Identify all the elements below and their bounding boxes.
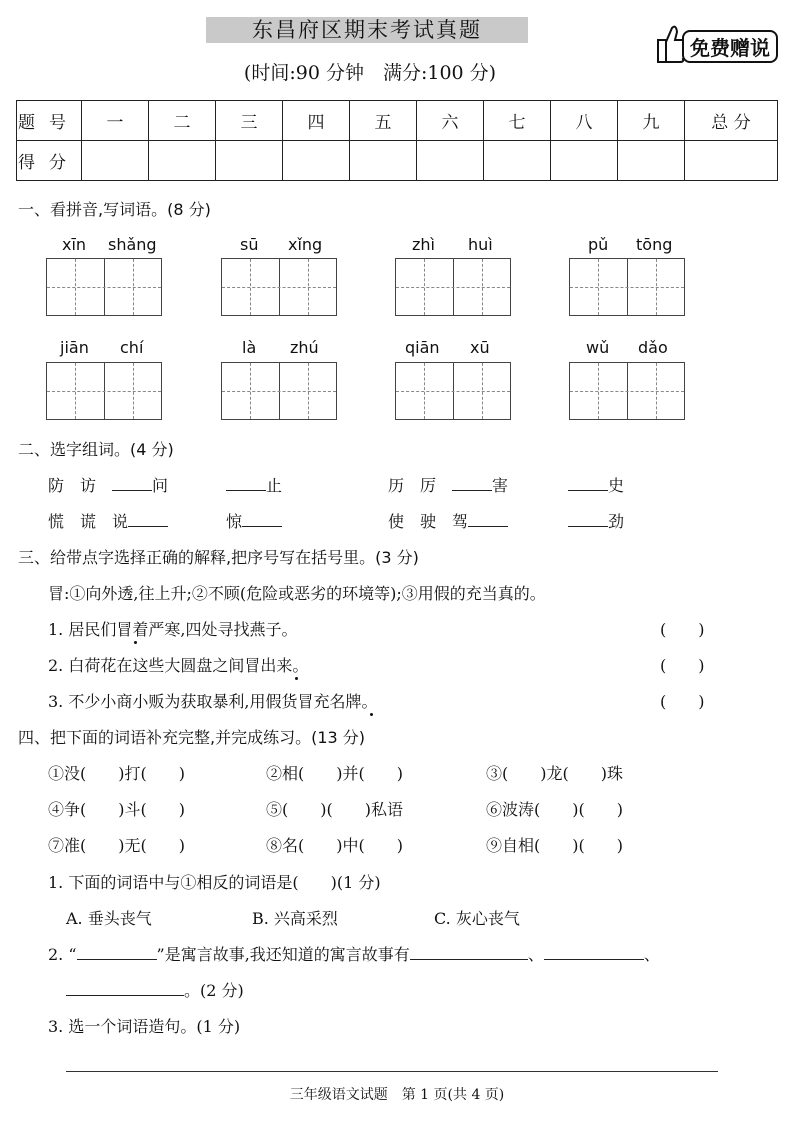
option-b[interactable]: B. 兴高采烈 — [252, 909, 338, 928]
writing-grid[interactable] — [221, 258, 337, 316]
word-suffix: 史 — [608, 476, 625, 495]
quote-open: 2. “ — [48, 945, 77, 964]
idiom-blank[interactable]: ②相( )并( ) — [266, 764, 403, 783]
col-1: 一 — [82, 101, 149, 141]
word-suffix: 劲 — [608, 512, 625, 531]
score-cell[interactable] — [350, 141, 417, 181]
badge-label: 免费赠说 — [682, 30, 778, 63]
answer-blank[interactable] — [410, 959, 528, 960]
idiom-blank[interactable]: ⑥波涛( )( ) — [486, 800, 623, 819]
answer-blank[interactable] — [112, 490, 152, 491]
col-7: 七 — [484, 101, 551, 141]
score-header-row — [17, 101, 778, 141]
answer-blank[interactable] — [77, 959, 157, 960]
pinyin: shǎng — [108, 235, 157, 254]
col-total: 总 分 — [685, 101, 778, 141]
writing-grid[interactable] — [46, 362, 162, 420]
row-label-score: 得分 — [17, 141, 82, 181]
answer-line[interactable] — [66, 1071, 718, 1072]
choice-chars: 使 驶 驾 — [388, 512, 469, 531]
pinyin: sū — [240, 235, 259, 254]
pinyin: huì — [468, 235, 493, 254]
pinyin: xǐng — [288, 235, 323, 254]
pinyin: là — [242, 338, 257, 357]
score-cell[interactable] — [82, 141, 149, 181]
col-2: 二 — [149, 101, 216, 141]
writing-grid[interactable] — [569, 258, 685, 316]
answer-blank[interactable] — [128, 526, 168, 527]
section-1-title: 一、看拼音,写词语。(8 分) — [18, 200, 211, 219]
section-3-title: 三、给带点字选择正确的解释,把序号写在括号里。(3 分) — [18, 548, 419, 567]
pinyin: xīn — [62, 235, 87, 254]
answer-blank[interactable] — [544, 959, 644, 960]
col-5: 五 — [350, 101, 417, 141]
pinyin: wǔ — [586, 338, 610, 357]
sub-question-2-end: 。(2 分) — [184, 981, 244, 1000]
col-4: 四 — [283, 101, 350, 141]
definition-text: 冒:①向外透,往上升;②不顾(危险或恶劣的环境等);③用假的充当真的。 — [48, 584, 546, 603]
choice-chars: 防 访 — [48, 476, 97, 495]
score-value-row — [17, 141, 778, 181]
idiom-blank[interactable]: ①没( )打( ) — [48, 764, 185, 783]
writing-grid[interactable] — [395, 258, 511, 316]
exam-subtitle: (时间:90 分钟 满分:100 分) — [243, 62, 497, 84]
score-cell[interactable] — [149, 141, 216, 181]
sub-question-2 — [48, 942, 660, 965]
idiom-blank[interactable]: ⑦准( )无( ) — [48, 836, 185, 855]
col-6: 六 — [417, 101, 484, 141]
row-label-number: 题号 — [17, 101, 82, 141]
page-footer: 三年级语文试题 第 1 页(共 4 页) — [289, 1087, 505, 1103]
idiom-blank[interactable]: ⑧名( )中( ) — [266, 836, 403, 855]
pinyin: xū — [470, 338, 490, 357]
answer-blank[interactable] — [568, 490, 608, 491]
idiom-blank[interactable]: ⑤( )( )私语 — [266, 800, 403, 819]
col-9: 九 — [618, 101, 685, 141]
word-suffix: 问 — [152, 476, 169, 495]
section-2-title: 二、选字组词。(4 分) — [18, 440, 174, 459]
idiom-blank[interactable]: ③( )龙( )珠 — [486, 764, 623, 783]
choice-group — [226, 509, 282, 532]
idiom-blank[interactable]: ⑨自相( )( ) — [486, 836, 623, 855]
choice-group — [388, 473, 508, 496]
question-item: 1. 居民们冒着严寒,四处寻找燕子。 — [48, 620, 298, 639]
emphasis-dot — [295, 677, 298, 680]
idiom-blank[interactable]: ④争( )斗( ) — [48, 800, 185, 819]
pinyin: tōng — [636, 235, 673, 254]
answer-blank[interactable] — [452, 490, 492, 491]
choice-group — [226, 473, 282, 496]
question-item: 2. 白荷花在这些大圆盘之间冒出来。 — [48, 656, 309, 675]
pinyin: zhú — [290, 338, 319, 357]
choice-chars: 历 厉 — [388, 476, 437, 495]
sub-question-1: 1. 下面的词语中与①相反的词语是( )(1 分) — [48, 873, 381, 892]
score-cell[interactable] — [551, 141, 618, 181]
pinyin: qiān — [405, 338, 440, 357]
choice-chars: 惊 — [226, 512, 243, 531]
choice-group — [568, 509, 624, 532]
answer-blank[interactable] — [226, 490, 266, 491]
sub-question-2-text: ”是寓言故事,我还知道的寓言故事有 — [156, 945, 410, 964]
score-table — [16, 100, 778, 181]
sub-question-3: 3. 选一个词语造句。(1 分) — [48, 1017, 241, 1036]
option-a[interactable]: A. 垂头丧气 — [66, 909, 152, 928]
answer-bracket[interactable]: ( ) — [660, 620, 705, 639]
answer-blank[interactable] — [66, 995, 184, 996]
answer-bracket[interactable]: ( ) — [660, 656, 705, 675]
section-4-title: 四、把下面的词语补充完整,并完成练习。(13 分) — [18, 728, 366, 747]
question-item: 3. 不少小商小贩为获取暴利,用假货冒充名牌。 — [48, 692, 378, 711]
word-suffix: 止 — [266, 476, 283, 495]
emphasis-dot — [370, 713, 373, 716]
separator: 、 — [527, 945, 544, 964]
choice-group — [568, 473, 624, 496]
choice-group — [48, 473, 168, 496]
writing-grid[interactable] — [395, 362, 511, 420]
choice-chars: 慌 谎 说 — [48, 512, 129, 531]
pinyin: zhì — [412, 235, 435, 254]
pinyin: pǔ — [588, 235, 609, 254]
pinyin: jiān — [60, 338, 89, 357]
score-cell[interactable] — [618, 141, 685, 181]
answer-blank[interactable] — [568, 526, 608, 527]
exam-title: 东昌府区期末考试真题 — [206, 17, 528, 43]
word-suffix: 害 — [492, 476, 509, 495]
pinyin: dǎo — [638, 338, 668, 357]
emphasis-dot — [134, 641, 137, 644]
answer-blank[interactable] — [468, 526, 508, 527]
score-cell[interactable] — [685, 141, 778, 181]
score-cell[interactable] — [283, 141, 350, 181]
col-8: 八 — [551, 101, 618, 141]
answer-bracket[interactable]: ( ) — [660, 692, 705, 711]
score-cell[interactable] — [216, 141, 283, 181]
sub-question-2-cont — [66, 978, 244, 1001]
answer-blank[interactable] — [242, 526, 282, 527]
choice-group — [388, 509, 508, 532]
option-c[interactable]: C. 灰心丧气 — [434, 909, 520, 928]
score-cell[interactable] — [417, 141, 484, 181]
writing-grid[interactable] — [221, 362, 337, 420]
pinyin: chí — [120, 338, 144, 357]
writing-grid[interactable] — [569, 362, 685, 420]
score-cell[interactable] — [484, 141, 551, 181]
writing-grid[interactable] — [46, 258, 162, 316]
choice-group — [48, 509, 168, 532]
separator: 、 — [643, 945, 660, 964]
col-3: 三 — [216, 101, 283, 141]
free-gift-badge — [650, 18, 794, 68]
